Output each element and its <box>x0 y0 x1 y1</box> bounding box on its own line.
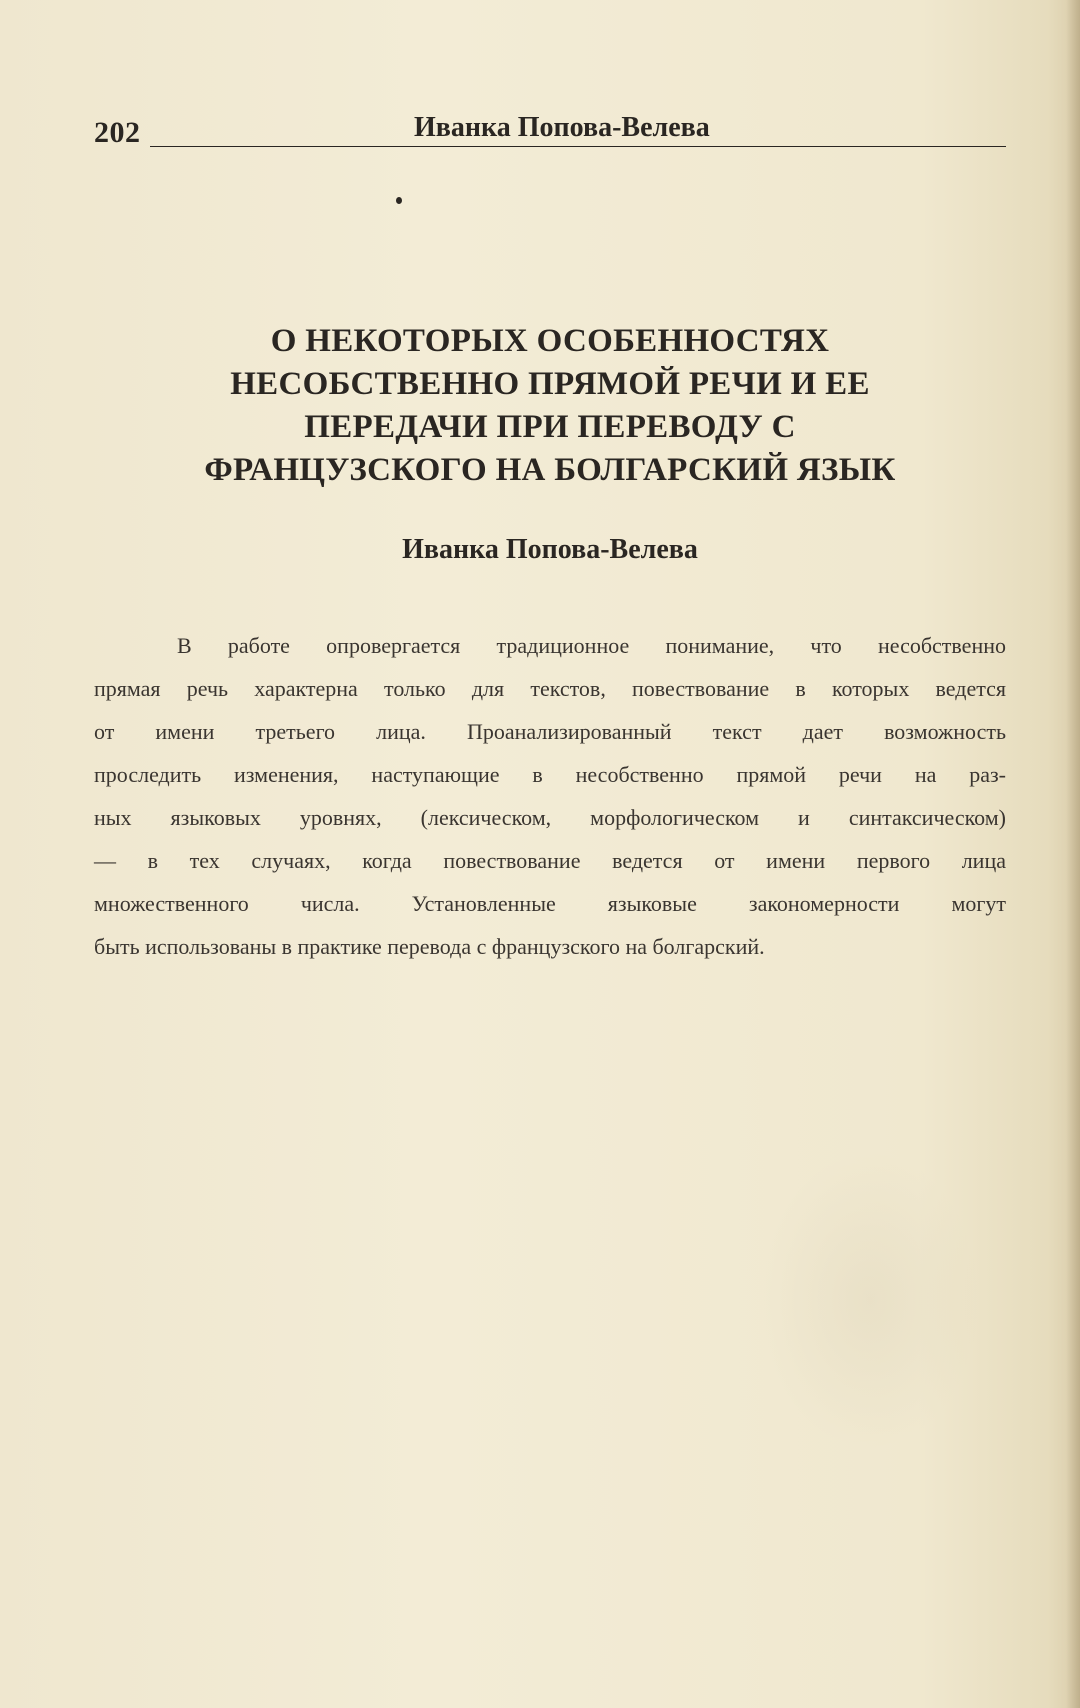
abstract-line: быть использованы в практике перевода с французского на болгарский. <box>94 934 765 959</box>
running-head <box>94 108 1006 152</box>
abstract-paragraph <box>94 624 1006 968</box>
abstract-line: В работе опровергается традиционное понимание, что несобственно <box>177 633 1006 658</box>
page-number: 202 <box>94 116 141 149</box>
title-line: ПЕРЕДАЧИ ПРИ ПЕРЕВОДУ С <box>304 409 796 445</box>
abstract-line: — в тех случаях, когда повествование ведется от имени первого лица <box>94 848 1006 873</box>
author-name: Иванка Попова-Велева <box>402 534 698 565</box>
abstract-line: ных языковых уровнях, (лексическом, морфологическом и синтаксическом) <box>94 805 1006 830</box>
title-line: О НЕКОТОРЫХ ОСОБЕННОСТЯХ <box>270 323 830 359</box>
ink-dot <box>396 197 402 204</box>
abstract-line: проследить изменения, наступающие в несобственно прямой речи на раз- <box>94 762 1006 787</box>
abstract-line: от имени третьего лица. Проанализированный текст дает возможность <box>94 719 1006 744</box>
page-edge-shadow <box>1066 0 1080 1708</box>
running-title: Иванка Попова-Велева <box>414 112 710 143</box>
header-rule <box>150 146 1006 147</box>
article-title <box>150 320 950 492</box>
abstract-line: множественного числа. Установленные языковые закономерности могут <box>94 891 1006 916</box>
abstract-line: прямая речь характерна только для текстов, повествование в которых ведется <box>94 676 1006 701</box>
title-line: ФРАНЦУЗСКОГО НА БОЛГАРСКИЙ ЯЗЫК <box>204 452 896 488</box>
paper-stain <box>760 1150 980 1450</box>
title-line: НЕСОБСТВЕННО ПРЯМОЙ РЕЧИ И ЕЕ <box>230 366 870 402</box>
